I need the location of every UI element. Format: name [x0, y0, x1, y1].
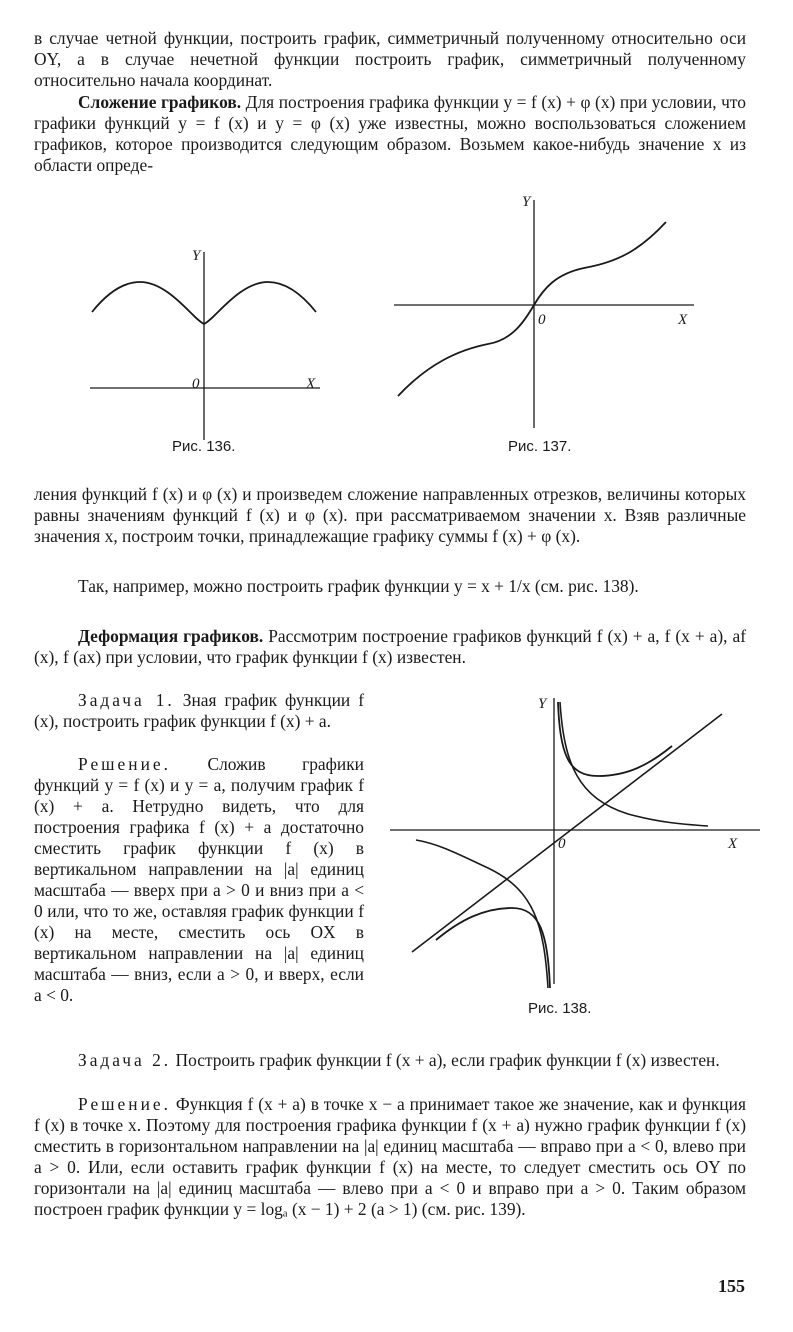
- figure-137: [388, 192, 698, 434]
- figure-138: [388, 694, 768, 994]
- fig136-x-label: X: [306, 376, 316, 392]
- fig137-x-label: X: [678, 312, 688, 328]
- fig138-origin-label: 0: [558, 836, 566, 852]
- task2-solution-label: Решение.: [78, 1094, 171, 1114]
- deformation-paragraph: [34, 626, 746, 668]
- fig137-y-label: Y: [522, 194, 531, 210]
- task1-solution-paragraph: [34, 754, 364, 1006]
- fig137-curve: [398, 222, 666, 396]
- addition-example-paragraph: Так, например, можно построить график функции y = x + 1/x (см. рис. 138).: [78, 576, 639, 596]
- addition-paragraph: [34, 92, 746, 176]
- task1-label: Задача 1.: [78, 690, 175, 710]
- page-number: 155: [718, 1276, 745, 1296]
- addition-continued-paragraph: ления функций f (x) и φ (x) и произведем сложение направленных отрезков, величины которых равны значениям функций f (x) и φ (x). при рассматриваемом значении x. Взяв различные значения x, построим точки, принадлежащие графику суммы f (x) + φ (x).: [34, 484, 746, 546]
- addition-text-part1: Для построения графика функции y = f (x) + φ (x) при условии, что графики функций y = f (x) и y = φ (x) уже известны, можно воспользоваться сложением графиков, которое производится следующим образом. Возьмем какое-нибудь значение x из области опреде-: [34, 92, 746, 175]
- task1-paragraph: [34, 690, 364, 732]
- task2-paragraph: [34, 1050, 746, 1071]
- fig136-origin-label: 0: [192, 376, 200, 392]
- task2-solution-paragraph: [34, 1094, 746, 1220]
- task1-solution-text: Сложив графики функций y = f (x) и y = a, получим график f (x) + a. Нетрудно видеть, что для построения графика f (x) + a достаточно сместить график функции f (x) в вертикальном направлении на |a| единиц масштаба — вверх при a > 0 и вниз при a < 0 или, что то же, оставляя график функции f (x) на месте, сместить ось OX в вертикальном направлении на |a| единиц масштаба — вниз, если a > 0, и вверх, если a < 0.: [34, 754, 364, 1005]
- task2-solution-text: Функция f (x + a) в точке x − a принимает такое же значение, как и функция f (x) в точке x. Поэтому для построения графика функции f (x + a) нужно график функции f (x) сместить в горизонтальном направлении на |a| единиц масштаба — вправо при a < 0, влево при a > 0. Или, если оставить график функции f (x) на месте, то следует сместить ось OY по горизонтали на |a| единиц масштаба — влево при a < 0 и вправо при a > 0. Таким образом построен график функции y = logₐ (x − 1) + 2 (a > 1) (см. рис. 139).: [34, 1094, 746, 1219]
- deformation-text: Рассмотрим построение графиков функций f (x) + a, f (x + a), af (x), f (ax) при условии, что график функции f (x) известен.: [34, 626, 747, 667]
- task2-label: Задача 2.: [78, 1050, 172, 1070]
- fig137-caption: Рис. 137.: [508, 438, 572, 455]
- task1-text: Зная график функции f (x), построить график функции f (x) + a.: [34, 690, 364, 731]
- fig138-x-label: X: [728, 836, 738, 852]
- deformation-heading: Деформация графиков.: [78, 626, 264, 646]
- fig136-caption: Рис. 136.: [172, 438, 236, 455]
- intro-paragraph: в случае четной функции, построить график, симметричный полученному относительно оси OY, а в случае нечетной функции построить график, симметричный полученному относительно начала координат.: [34, 28, 746, 90]
- task2-text: Построить график функции f (x + a), если график функции f (x) известен.: [175, 1050, 720, 1070]
- fig138-caption: Рис. 138.: [528, 1000, 592, 1017]
- fig136-y-label: Y: [192, 248, 201, 264]
- fig138-y-label: Y: [538, 696, 547, 712]
- task1-solution-label: Решение.: [78, 754, 171, 774]
- figure-136: [80, 240, 340, 450]
- addition-heading: Сложение графиков.: [78, 92, 242, 112]
- fig137-origin-label: 0: [538, 312, 546, 328]
- fig138-hyperbola-positive: [560, 702, 708, 826]
